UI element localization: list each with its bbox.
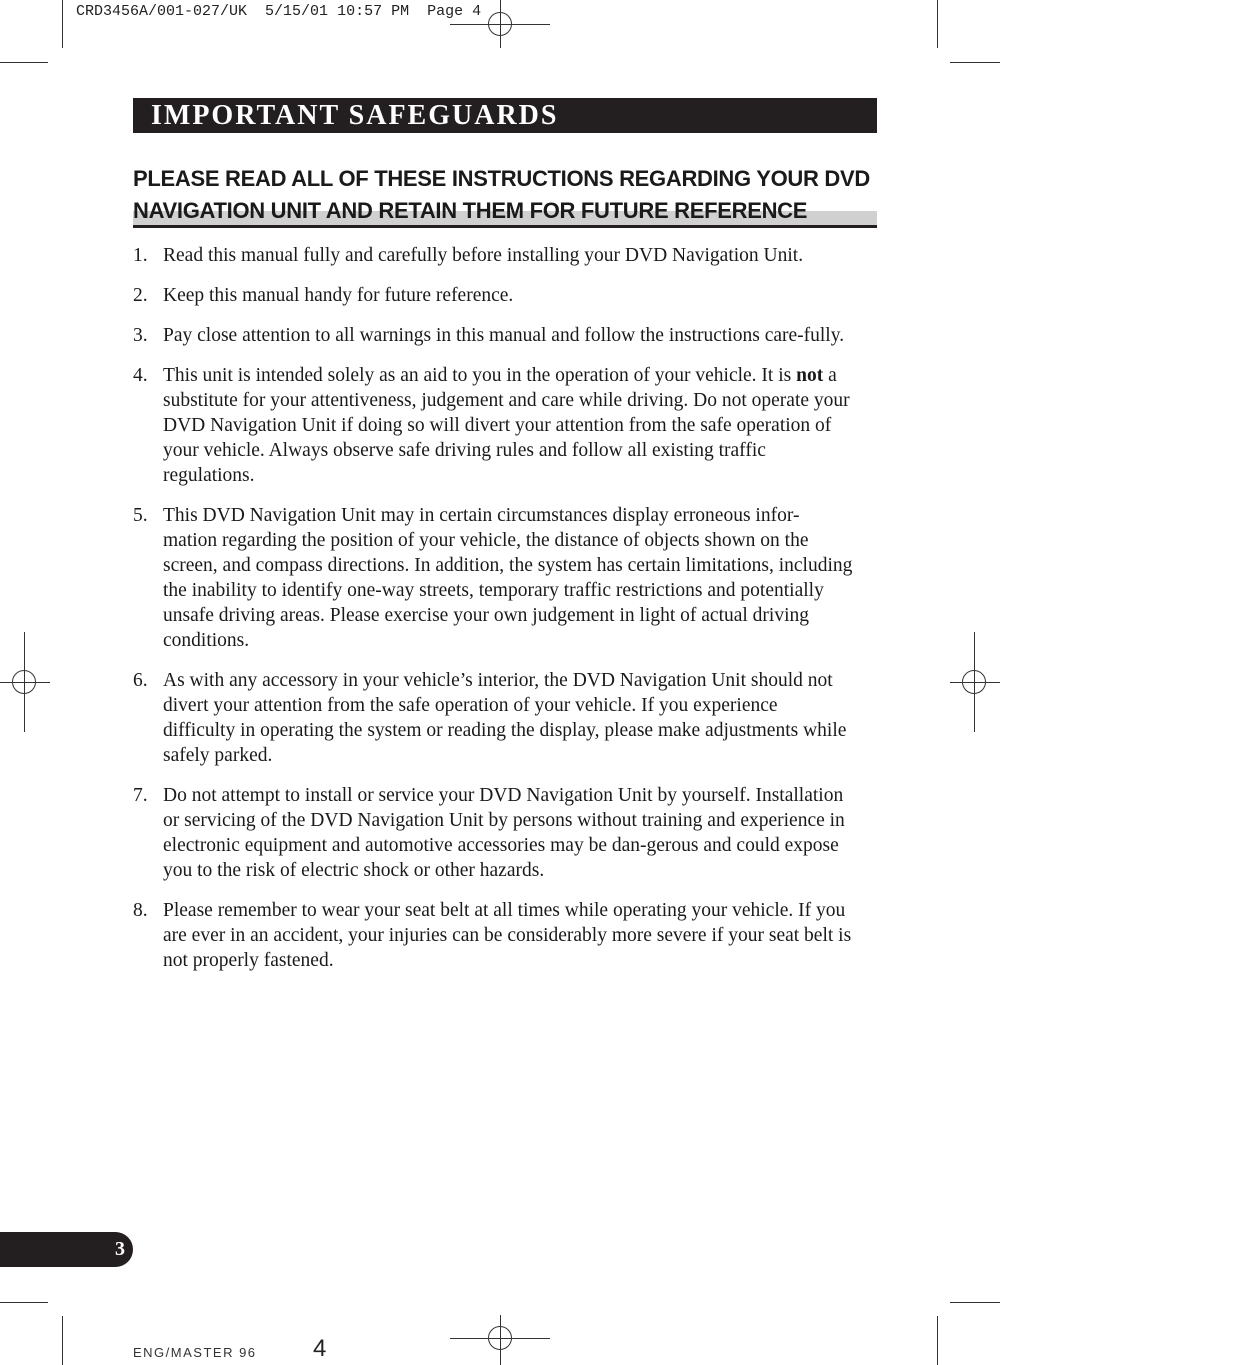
slug-page: Page 4 (427, 3, 482, 20)
list-item (133, 363, 853, 488)
crop-mark (937, 0, 938, 48)
footer-page-number: 4 (313, 1335, 327, 1362)
section-title: IMPORTANT SAFEGUARDS (151, 100, 559, 131)
footer-master-label: ENG/MASTER 96 (133, 1345, 257, 1360)
list-item (133, 668, 853, 768)
page-tab-number: 3 (115, 1238, 125, 1260)
item-number: 7. (133, 785, 148, 806)
item-number: 2. (133, 285, 148, 306)
item-number: 8. (133, 900, 148, 921)
safeguards-list (133, 243, 853, 988)
item-number: 3. (133, 325, 148, 346)
registration-mark-circle (488, 1326, 512, 1350)
item-text: Read this manual fully and carefully before installing your DVD Navigation Unit. (163, 245, 804, 266)
item-number: 6. (133, 670, 148, 691)
item-number: 5. (133, 505, 148, 526)
item-text: As with any accessory in your vehicle’s interior, the DVD Navigation Unit should not divert your attention from the safe operation of your vehicle. If you experience difficulty in operating the system or reading the display, please make adjustments while safely parked. (163, 670, 847, 766)
registration-mark-circle (488, 12, 512, 36)
crop-mark (0, 62, 48, 63)
list-item (133, 898, 853, 973)
slug-job: CRD3456A/001-027/UK (76, 3, 248, 20)
registration-mark-circle (962, 670, 986, 694)
subheading-rule (133, 225, 877, 228)
item-text-emphasis: not (796, 365, 824, 386)
subheading-line: PLEASE READ ALL OF THESE INSTRUCTIONS REGARDING YOUR DVD (133, 166, 870, 191)
item-text: Please remember to wear your seat belt at all times while operating your vehicle. If you are ever in an accident, your injuries can be considerably more severe if your seat belt is not properly fastened. (163, 900, 852, 971)
crop-mark (950, 62, 1000, 63)
registration-mark-circle (12, 670, 36, 694)
item-text: Pay close attention to all warnings in this manual and follow the instructions care-fully. (163, 325, 845, 346)
crop-mark (62, 1316, 63, 1365)
crop-mark (950, 1302, 1000, 1303)
printer-slug (76, 3, 481, 20)
item-number: 4. (133, 365, 148, 386)
item-text: Do not attempt to install or service your DVD Navigation Unit by yourself. Installation or servicing of the DVD Navigation Unit by persons without training and experience in electronic equipment and automotive accessories may be dan-gerous and could expose you to the risk of electric shock or other hazards. (163, 785, 845, 881)
item-text-pre: This unit is intended solely as an aid to you in the operation of your vehicle. It is (163, 365, 797, 386)
item-number: 1. (133, 245, 148, 266)
list-item (133, 243, 853, 268)
item-text: Keep this manual handy for future reference. (163, 285, 514, 306)
item-text: This DVD Navigation Unit may in certain circumstances display erroneous infor-mation regarding the position of your vehicle, the distance of objects shown on the screen, and compass directions. In addition, the system has certain limitations, including the inability to identify one-way streets, temporary traffic restrictions and potentially unsafe driving areas. Please exercise your own judgement in light of actual driving conditions. (163, 505, 853, 651)
slug-time: 10:57 PM (337, 3, 410, 20)
crop-mark (0, 1302, 48, 1303)
item-text-post: a substitute for your attentiveness, judgement and care while driving. Do not operate your DVD Navigation Unit if doing so will divert your attention from the safe operation of your vehicle. Always observe safe driving rules and follow all existing traffic regulations. (163, 365, 850, 486)
page-number-tab (0, 1232, 133, 1267)
list-item (133, 283, 853, 308)
crop-mark (937, 1316, 938, 1365)
slug-date: 5/15/01 (265, 3, 329, 20)
crop-mark (62, 0, 63, 48)
list-item (133, 783, 853, 883)
list-item (133, 323, 853, 348)
subheading (133, 163, 877, 227)
subheading-line: NAVIGATION UNIT AND RETAIN THEM FOR FUTURE REFERENCE (133, 198, 808, 223)
list-item (133, 503, 853, 653)
section-title-bar (133, 98, 877, 133)
